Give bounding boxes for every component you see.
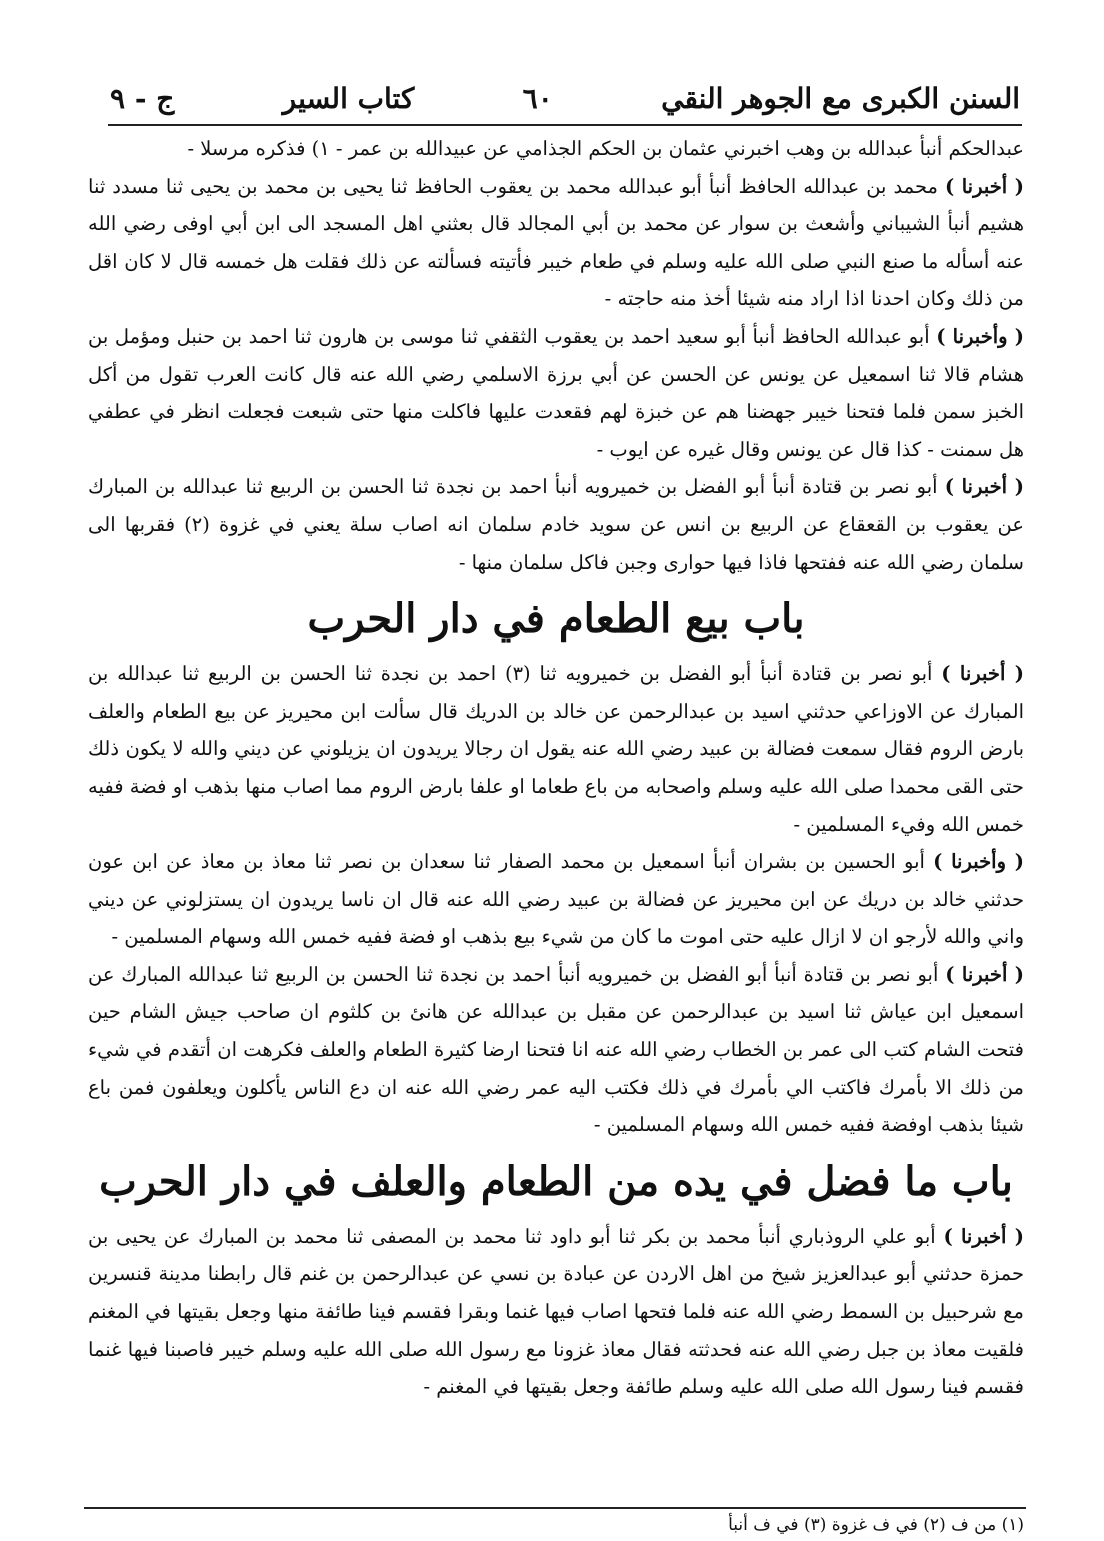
header-divider <box>108 124 1022 126</box>
book-title: السنن الكبرى مع الجوهر النقي <box>661 81 1020 115</box>
chapter-heading: باب ما فضل في يده من الطعام والعلف في دار الحرب <box>99 1157 1013 1205</box>
volume-number: ج - ٩ <box>110 81 175 115</box>
paragraph <box>88 1218 1024 1406</box>
paragraph <box>88 956 1024 1144</box>
paragraph-text: محمد بن عبدالله الحافظ أنبأ أبو عبدالله محمد بن يعقوب الحافظ ثنا يحيى بن محمد بن يحيى ثنا مسدد ثنا هشيم أنبأ الشيباني وأشعث بن سوار عن محمد بن أبي المجالد قال بعثني اهل المسجد الى ابن أبي اوفى رضي الله عنه أسأله ما صنع النبي صلى الله عليه وسلم في طعام خيبر فأتيته فسألته عن ذلك فقلت هل خمسه قال لا كان اقل من ذلك وكان احدنا اذا اراد منه شيئا أخذ منه حاجته - <box>88 174 1024 311</box>
paragraph <box>88 655 1024 843</box>
paragraph-text: أبو علي الروذباري أنبأ محمد بن بكر ثنا أبو داود ثنا محمد بن المصفى ثنا محمد بن المبارك عن يحيى بن حمزة حدثني أبو عبدالعزيز شيخ من اهل الاردن عن عبادة بن نسي عن عبدالرحمن بن غنم قال رابطنا مدينة قنسرين مع شرحبيل بن السمط رضي الله عنه فلما فتحها اصاب فيها غنما وبقرا فقسم فينا طائفة منها وجعل بقيتها في المغنم فلقيت معاذ بن جبل رضي الله عنه فحدثته فقال معاذ غزونا مع رسول الله صلى الله عليه وسلم خيبر فاصبنا فيها غنما فقسم فينا رسول الله صلى الله عليه وسلم طائفة وجعل بقيتها في المغنم - <box>88 1224 1024 1399</box>
footnotes: (١) من ف (٢) في ف غزوة (٣) في ف أنبأ <box>728 1515 1024 1535</box>
narration-lead: ( وأخبرنا ) <box>936 324 1024 348</box>
paragraph-text: أبو نصر بن قتادة أنبأ أبو الفضل بن خميرويه أنبأ احمد بن نجدة ثنا الحسن بن الربيع ثنا عبدالله بن المبارك عن يعقوب بن القعقاع عن الربيع بن انس عن سويد خادم سلمان انه اصاب سلة يعني في غزوة (٢) فقربها الى سلمان رضي الله عنه ففتحها فاذا فيها حوارى وجبن فاكل سلمان منها - <box>88 475 1024 574</box>
chapter-heading: باب بيع الطعام في دار الحرب <box>307 595 805 643</box>
paragraph <box>88 843 1024 956</box>
narration-lead: ( أخبرنا ) <box>943 1224 1025 1248</box>
section-title: كتاب السير <box>282 81 415 115</box>
narration-lead: ( أخبرنا ) <box>941 662 1025 686</box>
paragraph <box>88 318 1024 468</box>
paragraph <box>88 468 1024 581</box>
paragraph-text: عبدالحكم أنبأ عبدالله بن وهب اخبرني عثمان بن الحكم الجذامي عن عبيدالله بن عمر - ١) فذكره مرسلا - <box>187 137 1024 160</box>
narration-lead: ( أخبرنا ) <box>944 475 1024 499</box>
paragraph-text: أبو نصر بن قتادة أنبأ أبو الفضل بن خميرويه أنبأ احمد بن نجدة ثنا الحسن بن الربيع ثنا عبدالله المبارك عن اسمعيل ابن عياش ثنا اسيد بن عبدالرحمن عن مقبل بن عبدالله عن هانئ بن كلثوم ان صاحب جيش الشام حين فتحت الشام كتب الى عمر بن الخطاب رضي الله عنه انا فتحنا ارضا كثيرة الطعام والعلف فكرهت ان أتقدم في شيء من ذلك الا بأمرك فاكتب الي بأمرك في ذلك فكتب اليه عمر رضي الله عنه ان دع الناس يأكلون ويعلفون فمن باع شيئا بذهب اوفضة ففيه خمس الله وسهام المسلمين - <box>88 962 1024 1137</box>
narration-lead: ( أخبرنا ) <box>944 174 1025 198</box>
page-header <box>110 72 1020 124</box>
page-number: ٦٠ <box>522 81 553 115</box>
paragraph-text: أبو الحسين بن بشران أنبأ اسمعيل بن محمد الصفار ثنا سعدان بن نصر ثنا معاذ بن معاذ عن ابن عون حدثني خالد بن دريك عن ابن محيريز عن فضالة بن عبيد رضي الله عنه قال ان ناسا يريدون ان يستزلوني عن ديني واني والله لأرجو ان لا ازال عليه حتى اموت ما كان من شيء بيع بذهب او فضة ففيه خمس الله وسهام المسلمين - <box>88 850 1024 949</box>
narration-lead: ( أخبرنا ) <box>945 962 1025 986</box>
main-text <box>88 130 1024 1406</box>
paragraph <box>88 168 1024 318</box>
narration-lead: ( وأخبرنا ) <box>933 850 1025 874</box>
footnote-divider <box>84 1507 1026 1509</box>
paragraph-text: أبو عبدالله الحافظ أنبأ أبو سعيد احمد بن يعقوب الثقفي ثنا موسى بن هارون ثنا احمد بن حنبل ومؤمل بن هشام قالا ثنا اسمعيل عن يونس عن الحسن عن أبي برزة الاسلمي رضي الله عنه قال كانت العرب تقول من أكل الخبز سمن فلما فتحنا خيبر جهضنا هم عن خبزة لهم فقعدت عليها فاكلت منها حتى شبعت فجعلت انظر في عطفي هل سمنت - كذا قال عن يونس وقال غيره عن ايوب - <box>88 324 1024 461</box>
paragraph-text: أبو نصر بن قتادة أنبأ أبو الفضل بن خميرويه ثنا (٣) احمد بن نجدة ثنا الحسن بن الربيع ثنا عبدالله بن المبارك عن الاوزاعي حدثني اسيد بن عبدالرحمن عن خالد بن الدريك قال سألت ابن محيريز عن بيع الطعام والعلف بارض الروم فقال سمعت فضالة بن عبيد رضي الله عنه يقول ان رجالا يريدون ان يزيلوني عن ديني والله لا يكون ذلك حتى القى محمدا صلى الله عليه وسلم واصحابه من باع طعاما او علفا بارض الروم مما اصاب منها بذهب او فضة ففيه خمس الله وفيء المسلمين - <box>88 662 1024 836</box>
paragraph <box>88 130 1024 168</box>
